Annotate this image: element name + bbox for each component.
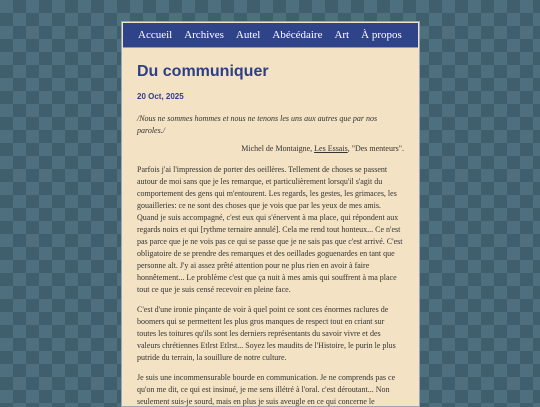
paragraph-3: Je suis une incommensurable bourde en communication. Je ne comprends pas ce qu'on me dit, ce qui est insinué, je me sens illétré à l'oral. c'est déroutant... Non seulement suis-je sourd, mais en plus je suis aveugle en ce qui concerne le [137, 373, 396, 406]
top-nav [123, 23, 418, 48]
epigraph-quote: /Nous ne sommes hommes et nous ne tenons les uns aux autres que par nos paroles./ [137, 114, 378, 135]
post-date: 20 Oct, 2025 [137, 92, 184, 101]
nav-art[interactable]: Art [334, 29, 350, 41]
nav-accueil[interactable]: Accueil [138, 29, 173, 41]
nav-autel[interactable]: Autel [235, 29, 261, 41]
paragraph-1: Parfois j'ai l'impression de porter des oeillères. Tellement de choses se passent autour de moi sans que je les remarque, et particulièrement lorsqu'il s'agit du comportement des gens qui m'entourent. Les regards, les gestes, les grimaces, les gouailleries: ce ne sont des choses que je vois que par les yeux de mes amis. Quand je suis accompagné, c'est eux qui s'énervent à ma place, qui répondent aux regards noirs et qui [rythme ternaire annulé]. Cela me rend tout honteux... Ce n'est pas parce que je ne vois pas ce qui se passe que je ne sais pas que c'est arrivé. C'est obligatoire de se prendre des remarques et des oeillades goguenardes en tant que personne alt. J'y ai assez prêté attention pour ne plus rien en avoir à faire honnêtement... Le problème c'est que ça nuit à mes amis qui souffrent à ma place tout ce que je suis censé recevoir en pleine face. [137, 165, 403, 294]
attribution-book-link[interactable]: Les Essais [314, 144, 348, 153]
paragraph-2: C'est d'une ironie pinçante de voir à quel point ce sont ces énormes raclures de boomers qui se permettent les plus gros manques de respect tout en criant sur toutes les toitures qu'ils sont les derniers représentants du savoir vivre et des valeurs chrétiennes Etlrst Etlrst... Soyez les maudits de l'Histoire, le purin le plus putride du terrain, la souillure de notre culture. [137, 305, 396, 362]
attribution-author: Michel de Montaigne, [241, 144, 313, 153]
nav-abecedaire[interactable]: Abécédaire [272, 29, 323, 41]
post-content [122, 62, 419, 407]
nav-archives[interactable]: Archives [184, 29, 224, 41]
nav-a-propos[interactable]: À propos [361, 29, 402, 41]
epigraph-attribution [137, 143, 404, 155]
blog-page [121, 21, 420, 407]
post-title: Du communiquer [137, 63, 269, 80]
attribution-chapter: , "Des menteurs". [347, 144, 404, 153]
